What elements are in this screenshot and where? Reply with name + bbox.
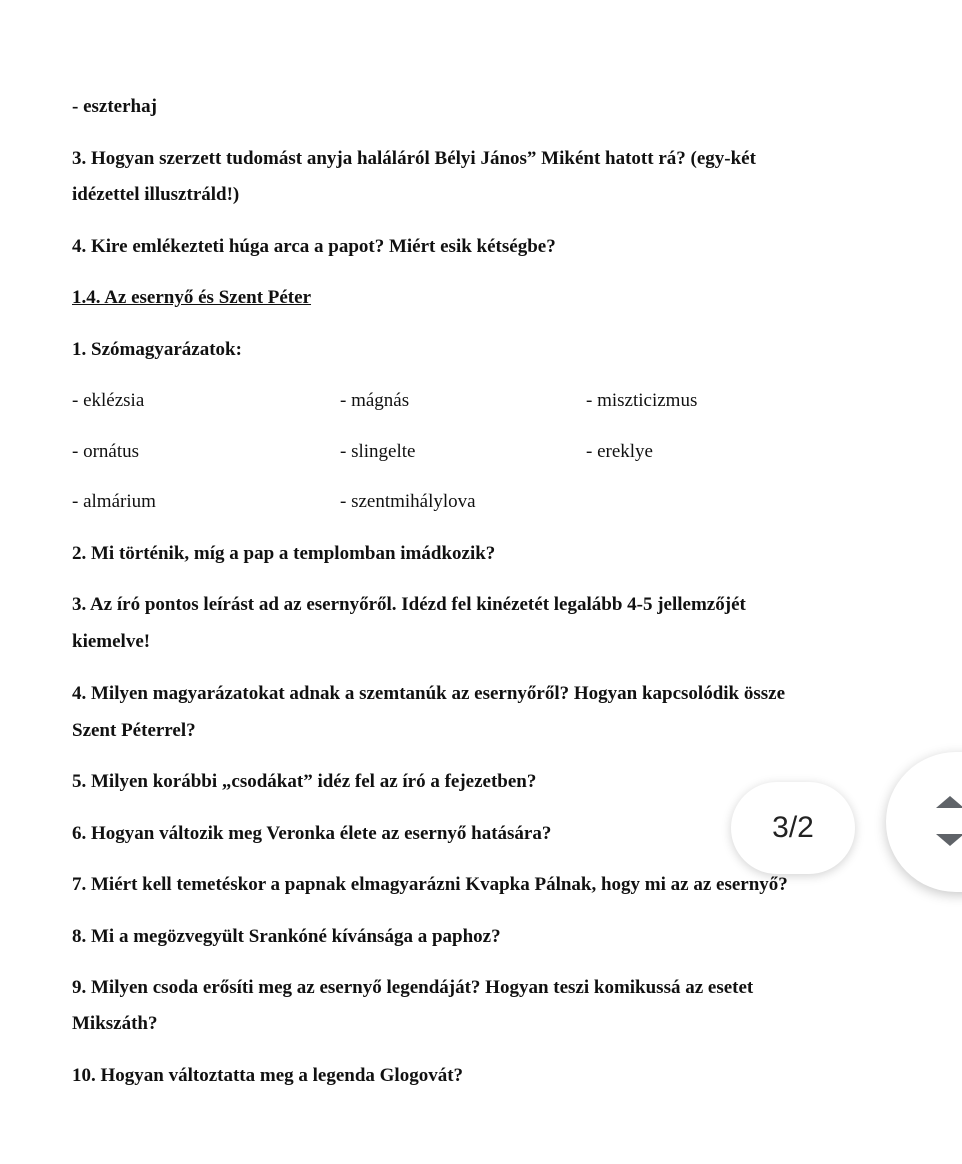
vocab-item: - ornátus xyxy=(72,441,140,462)
vocab-item: - slingelte xyxy=(340,441,416,462)
question-9-line-1: 9. Milyen csoda erősíti meg az esernyő legendáját? Hogyan teszi komikussá az esetet xyxy=(72,977,754,998)
vocab-item: - miszticizmus xyxy=(586,390,698,411)
question-4: 4. Kire emlékezteti húga arca a papot? Miért esik kétségbe? xyxy=(72,236,556,257)
question-5: 5. Milyen korábbi „csodákat” idéz fel az író a fejezetben? xyxy=(72,771,537,792)
page-indicator xyxy=(731,782,855,874)
vocab-item: - almárium xyxy=(72,491,156,512)
question-3-line-2: idézettel illusztráld!) xyxy=(72,184,240,205)
question-4b-line-1: 4. Milyen magyarázatokat adnak a szemtanúk az esernyőről? Hogyan kapcsolódik össze xyxy=(72,683,786,704)
triangle-up-icon[interactable] xyxy=(936,796,962,808)
scroll-control[interactable] xyxy=(886,752,962,892)
question-10: 10. Hogyan változtatta meg a legenda Glogovát? xyxy=(72,1065,464,1086)
question-6: 6. Hogyan változik meg Veronka élete az esernyő hatására? xyxy=(72,823,552,844)
question-4b-line-2: Szent Péterrel? xyxy=(72,720,196,741)
vocab-item: - ereklye xyxy=(586,441,653,462)
triangle-down-icon[interactable] xyxy=(936,834,962,846)
question-3b-line-1: 3. Az író pontos leírást ad az esernyőről. Idézd fel kinézetét legalább 4-5 jellemzőjét xyxy=(72,594,746,615)
question-3b-line-2: kiemelve! xyxy=(72,631,151,652)
question-3-line-1: 3. Hogyan szerzett tudomást anyja haláláról Bélyi János” Miként hatott rá? (egy-két xyxy=(72,148,756,169)
vocab-item: - szentmihálylova xyxy=(340,491,476,512)
question-7: 7. Miért kell temetéskor a papnak elmagyarázni Kvapka Pálnak, hogy mi az az esernyő? xyxy=(72,874,788,895)
page-indicator-label: 3/2 xyxy=(772,811,814,844)
list-item: - eszterhaj xyxy=(72,96,157,117)
question-8: 8. Mi a megözvegyült Srankóné kívánsága a paphoz? xyxy=(72,926,501,947)
question-2: 2. Mi történik, míg a pap a templomban imádkozik? xyxy=(72,543,496,564)
section-heading: 1.4. Az esernyő és Szent Péter xyxy=(72,287,312,308)
vocab-item: - mágnás xyxy=(340,390,410,411)
vocab-heading: 1. Szómagyarázatok: xyxy=(72,339,242,360)
vocab-item: - eklézsia xyxy=(72,390,145,411)
question-9-line-2: Mikszáth? xyxy=(72,1013,158,1034)
